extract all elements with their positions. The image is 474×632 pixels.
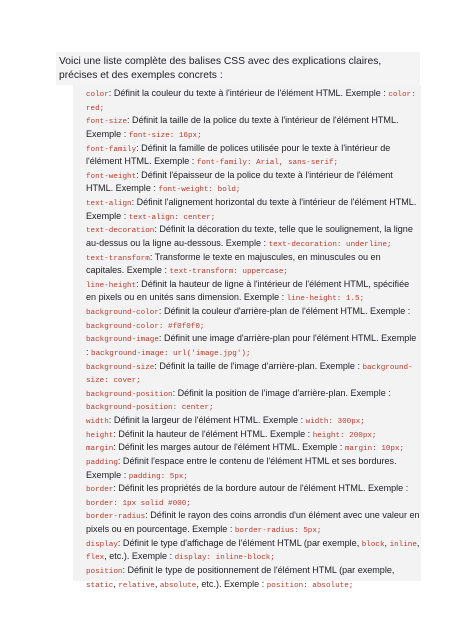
property-description: , etc.). Exemple : <box>104 551 175 562</box>
list-item: display: Définit le type d'affichage de l'élément HTML (par exemple, block, inline, flex, etc.). Exemple : display: inline-block; <box>86 537 420 563</box>
list-item <box>86 252 421 279</box>
code-example: font-family: Arial, sans-serif; <box>196 159 339 168</box>
property-name: background-color <box>86 309 159 317</box>
code-example: background-image: url('image.jpg'); <box>91 349 251 358</box>
property-description: : Définit le type de positionnement de l'élément HTML (par exemple, <box>122 564 395 575</box>
property-name: background-size <box>86 363 155 372</box>
property-name: border <box>86 486 114 495</box>
property-name: border-radius <box>86 513 146 522</box>
value-example: flex <box>86 554 105 563</box>
code-example: text-decoration: underline; <box>268 240 392 249</box>
code-example: background-color: #f0f0f0; <box>86 322 205 331</box>
value-example: static <box>86 581 114 590</box>
list-item <box>86 115 421 142</box>
property-description: : Définit la couleur du texte à l'intérieur de l'élément HTML. Exemple : <box>108 88 389 98</box>
property-description: : Définit la largeur de l'élément HTML. Exemple : <box>108 415 306 425</box>
value-example: inline <box>389 540 417 549</box>
code-example: width: 300px; <box>305 418 365 426</box>
property-description: : Définit la décoration du texte, telle que le soulignement, la ligne au-dessus ou la ligne au-dessous. Exemple : <box>86 224 413 248</box>
list-item <box>86 88 421 115</box>
css-properties-list <box>73 85 421 590</box>
property-name: background-position <box>86 390 173 399</box>
property-description: : Définit l'épaisseur de la police du texte à l'intérieur de l'élément HTML. Exemple : <box>86 169 393 194</box>
property-description: : Définit les marges autour de l'élément HTML. Exemple : <box>113 442 345 453</box>
list-item <box>86 306 421 333</box>
property-name: text-decoration <box>86 227 155 236</box>
code-example: font-weight: bold; <box>158 186 241 195</box>
property-description: : Définit l'espace entre le contenu de l'élément HTML et ses bordures. Exemple : <box>86 455 397 480</box>
list-item <box>86 143 421 170</box>
code-example: border-radius: 5px; <box>234 527 322 535</box>
list-item <box>86 170 421 197</box>
property-description: : Définit le rayon des coins arrondis d'un élément avec une valeur en pixels ou en pourcentage. Exemple : <box>86 510 420 534</box>
property-name: display <box>86 540 118 549</box>
property-name: height <box>86 431 114 440</box>
code-example: text-transform: uppercase; <box>169 268 288 277</box>
property-description: : Définit la hauteur de l'élément HTML. Exemple : <box>113 428 313 439</box>
property-name: font-family <box>86 145 137 154</box>
value-example: relative <box>118 581 155 590</box>
property-description: : Définit l'alignement horizontal du texte à l'intérieur de l'élément HTML. Exemple : <box>86 197 417 221</box>
list-item <box>86 197 421 224</box>
property-name: text-transform <box>86 254 150 263</box>
list-item <box>86 510 421 537</box>
property-description: : Définit la couleur d'arrière-plan de l'élément HTML. Exemple : <box>158 306 411 316</box>
property-description: : Transforme le texte en majuscules, en minuscules ou en capitales. Exemple : <box>86 251 381 276</box>
property-description: : Définit la taille de la police du texte à l'intérieur de l'élément HTML. Exemple : <box>86 115 399 139</box>
property-name: margin <box>86 445 114 454</box>
property-name: background-image <box>86 336 159 345</box>
code-example: height: 200px; <box>312 431 377 440</box>
list-item <box>86 361 421 388</box>
property-description: : Définit la taille de l'image d'arrière-plan. Exemple : <box>154 360 363 371</box>
code-example: position: absolute; <box>266 581 354 590</box>
list-item <box>86 279 421 306</box>
list-item <box>86 224 421 251</box>
property-description: : Définit la famille de polices utilisée pour le texte à l'intérieur de l'élément HTML. Exemple : <box>86 142 391 167</box>
code-example: margin: 10px; <box>344 445 405 454</box>
code-example: font-size: 16px; <box>128 131 202 140</box>
code-example: display: inline-block; <box>174 554 275 563</box>
intro-paragraph: Voici une liste complète des balises CSS avec des explications claires, précises et des exemples concrets : <box>56 52 420 85</box>
list-item <box>86 333 421 360</box>
property-name: text-align <box>86 200 132 208</box>
list-item <box>86 483 421 510</box>
property-description: : Définit la position de l'image d'arrière-plan. Exemple : <box>172 387 391 398</box>
value-example: absolute <box>159 581 197 590</box>
code-example: line-height: 1.5; <box>286 295 365 304</box>
list-item <box>86 388 421 415</box>
list-item <box>86 442 421 456</box>
property-name: line-height <box>86 281 137 290</box>
code-example: text-align: center; <box>128 213 216 222</box>
property-description: : Définit le type d'affichage de l'élément HTML (par exemple, <box>117 537 362 548</box>
code-example: background-position: center; <box>86 404 214 413</box>
property-name: padding <box>86 458 118 467</box>
list-item <box>86 456 421 483</box>
list-item <box>86 415 421 429</box>
property-description: : Définit les propriétés de la bordure autour de l'élément HTML. Exemple : <box>113 483 409 494</box>
property-name: font-size <box>86 118 128 127</box>
code-example: background-size: cover; <box>86 363 413 386</box>
property-description: : Définit une image d'arrière-plan pour l'élément HTML. Exemple : <box>86 333 417 357</box>
property-name: font-weight <box>86 172 137 181</box>
code-example: color: red; <box>86 91 416 113</box>
property-name: color <box>86 91 109 99</box>
property-name: position <box>86 567 123 576</box>
list-item: position: Définit le type de positionnement de l'élément HTML (par exemple, static, relative, absolute, etc.). Exemple : position: absolute; <box>86 564 395 590</box>
property-name: width <box>86 418 109 426</box>
value-example: block <box>361 540 385 549</box>
property-description: , etc.). Exemple : <box>196 578 267 589</box>
code-example: border: 1px solid #000; <box>86 499 191 508</box>
list-item <box>86 429 421 443</box>
property-description: : Définit la hauteur de ligne à l'intérieur de l'élément HTML, spécifiée en pixels ou en unités sans dimension. Exemple : <box>86 278 410 303</box>
code-example: padding: 5px; <box>128 472 188 481</box>
